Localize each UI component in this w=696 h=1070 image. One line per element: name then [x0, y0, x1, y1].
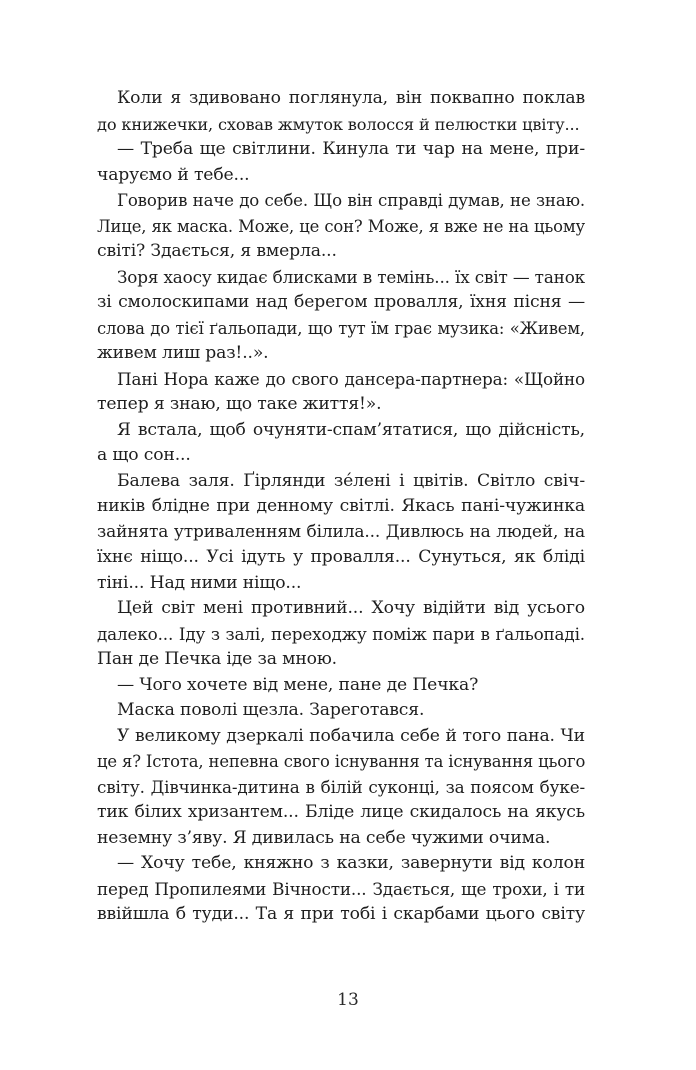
text-line: Говорив наче до себе. Що він справді думав, не знаю. [117, 191, 585, 210]
text-line: зайнята утриваленням білила... Дивлюсь на людей, на [97, 521, 585, 542]
text-line: Лице, як маска. Може, це сон? Може, я вже не на цьому [97, 216, 585, 236]
text-line: Я встала, щоб очуняти-спам’ятатися, що дійсність, [117, 419, 585, 440]
text-line: чаруємо й тебе... [97, 164, 250, 185]
text-line: Коли я здивовано поглянула, він поквапно поклав [117, 88, 585, 108]
text-line: ників блідне при денному світлі. Якась пані-чужинка [97, 496, 585, 516]
text-line: світі? Здається, я вмерла... [97, 241, 337, 261]
text-line: — Хочу тебе, княжно з казки, завернути від колон [117, 853, 585, 873]
text-line: далеко... Іду з залі, переходжу поміж пари в ґальопаді. [97, 623, 585, 644]
text-line: Цей світ мені противний... Хочу відійти від усього [117, 598, 585, 618]
text-line: це я? Істота, непевна свого існування та існування цього [97, 752, 586, 771]
text-line: Зоря хаосу кидає блисками в темінь... їх світ — танок [117, 266, 585, 287]
text-line: У великому дзеркалі побачила себе й того пана. Чи [117, 725, 585, 746]
text-line: тик білих хризантем... Бліде лице скидалось на якусь [97, 802, 585, 822]
text-line: живем лиш раз!..». [97, 343, 269, 363]
text-line: тепер я знаю, що таке життя!». [97, 394, 382, 414]
text-line: світу. Дівчинка-дитина в білій суконці, за поясом буке- [97, 776, 585, 797]
text-line: Пані Нора каже до свого дансера-партнера: «Щойно [117, 368, 585, 389]
text-line: — Треба ще світлини. Кинула ти чар на мене, при- [117, 139, 585, 159]
text-line: Пан де Печка іде за мною. [97, 649, 337, 669]
text-line: зі смолоскипами над берегом провалля, їхня пісня — [97, 292, 585, 312]
text-line: слова до тієї ґальопади, що тут їм грає музика: «Живем, [97, 318, 585, 338]
page-number: 13 [337, 990, 359, 1010]
text-line: неземну з’яву. Я дивилась на себе чужими очима. [97, 827, 551, 848]
text-line: — Чого хочете від мене, пане де Печка? [117, 674, 479, 695]
text-line: Маска поволі щезла. Зареготався. [117, 700, 425, 720]
text-line: їхнє ніщо... Усі ідуть у провалля... Сунуться, як бліді [97, 547, 585, 567]
text-line: перед Пропилеями Вічности... Здається, ще трохи, і ти [97, 878, 585, 899]
body-text [97, 86, 585, 928]
text-line: до книжечки, сховав жмуток волосся й пелюстки цвіту... [97, 114, 580, 134]
text-line: а що сон... [97, 445, 191, 465]
text-line: ввійшла б туди... Та я при тобі і скарбами цього світу [97, 904, 585, 924]
text-line: Балева заля. Ґірлянди зе́лені і цвітів. Світло свіч- [117, 470, 585, 491]
text-line: тіні... Над ними ніщо... [97, 572, 302, 593]
